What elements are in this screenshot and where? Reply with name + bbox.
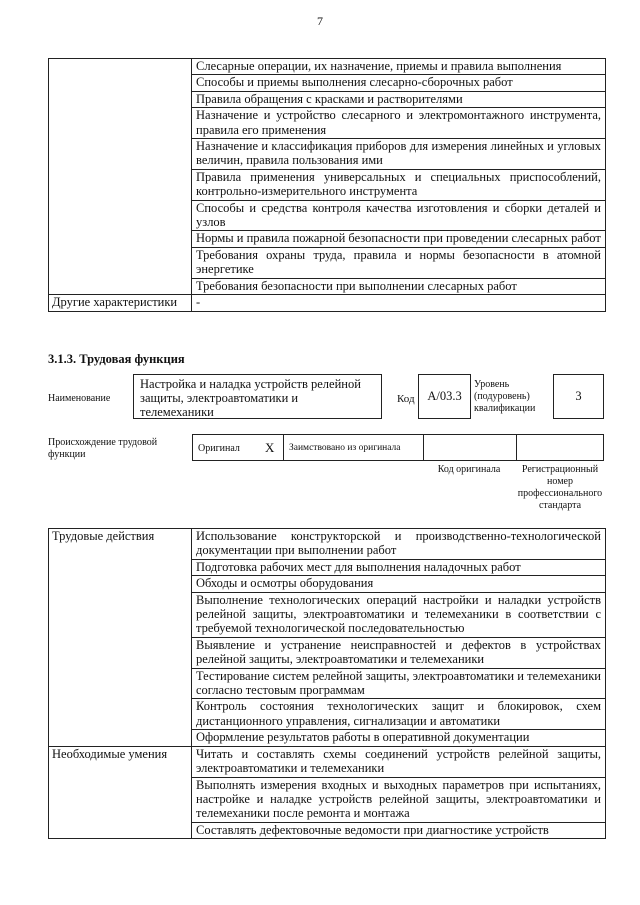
knowledge-item: Слесарные операции, их назначение, приемы и правила выполнения (192, 59, 605, 75)
knowledge-label-cell (49, 59, 192, 295)
knowledge-item: Нормы и правила пожарной безопасности при проведении слесарных работ (192, 231, 605, 247)
reg-number-label: Регистрационный номер профессионального стандарта (517, 464, 603, 511)
skill-item: Выполнять измерения входных и выходных параметров при испытаниях, настройке и наладке устройств релейной защиты, электроавтоматики и телемеханики после ремонта и монтажа (192, 778, 605, 823)
other-characteristics-cell (192, 295, 606, 311)
other-characteristics-label: Другие характеристики (49, 295, 192, 311)
function-name-box: Настройка и наладка устройств релейной защиты, электроавтоматики и телемеханики (133, 374, 382, 419)
origin-divider (516, 435, 517, 460)
other-characteristics-value: - (196, 295, 201, 310)
skills-cell (192, 746, 606, 838)
labor-action-item: Оформление результатов работы в оперативной документации (196, 730, 530, 745)
level-label: Уровень (подуровень) квалификации (474, 379, 536, 414)
code-original-label: Код оригинала (437, 464, 501, 475)
knowledge-item: Назначение и устройство слесарного и электромонтажного инструмента, правила его применения (192, 108, 605, 139)
skill-item: Составлять дефектовочные ведомости при диагностике устройств (196, 822, 549, 837)
knowledge-item: Требования безопасности при выполнении слесарных работ (196, 278, 517, 293)
labor-actions-label: Трудовые действия (49, 529, 192, 747)
knowledge-item: Требования охраны труда, правила и нормы безопасности в атомной энергетике (192, 248, 605, 279)
skills-label: Необходимые умения (49, 746, 192, 838)
code-label: Код (397, 393, 415, 405)
name-label: Наименование (48, 393, 111, 404)
original-label: Оригинал (198, 443, 240, 454)
labor-function-table (48, 528, 606, 839)
labor-action-item: Контроль состояния технологических защит и блокировок, схем дистанционного управления, сигнализации и автоматики (192, 699, 605, 730)
knowledge-item: Способы и приемы выполнения слесарно-сборочных работ (192, 75, 605, 91)
origin-row (192, 434, 604, 461)
section-title: 3.1.3. Трудовая функция (48, 352, 185, 366)
labor-action-item: Выявление и устранение неисправностей и дефектов в устройствах релейной защиты, электроавтоматики и телемеханики (192, 638, 605, 669)
origin-divider (283, 435, 284, 460)
knowledge-item: Способы и средства контроля качества изготовления и сборки деталей и узлов (192, 201, 605, 232)
page-number: 7 (317, 14, 323, 28)
knowledge-item: Правила применения универсальных и специальных приспособлений, контрольно-измерительного инструмента (192, 170, 605, 201)
labor-action-item: Обходы и осмотры оборудования (192, 576, 605, 592)
code-box (418, 374, 471, 419)
knowledge-item: Правила обращения с красками и растворителями (192, 92, 605, 108)
labor-action-item: Тестирование систем релейной защиты, электроавтоматики и телемеханики согласно тестовым программам (192, 669, 605, 700)
labor-actions-cell (192, 529, 606, 747)
labor-action-item: Выполнение технологических операций настройки и наладки устройств релейной защиты, электроавтоматики и телемеханики в соответствии с требуемой технологической последовательностью (192, 593, 605, 638)
borrowed-label: Заимствовано из оригинала (289, 443, 401, 453)
origin-divider (423, 435, 424, 460)
skill-item: Читать и составлять схемы соединений устройств релейной защиты, электроавтоматики и телемеханики (192, 747, 605, 778)
knowledge-table (48, 58, 606, 312)
knowledge-item: Назначение и классификация приборов для измерения линейных и угловых величин, правила пользования ими (192, 139, 605, 170)
level-box (553, 374, 604, 419)
level-value: 3 (575, 389, 582, 403)
original-mark: X (265, 440, 275, 455)
origin-label: Происхождение трудовой функции (48, 437, 158, 460)
code-value: А/03.3 (427, 389, 462, 403)
labor-action-item: Подготовка рабочих мест для выполнения наладочных работ (192, 560, 605, 576)
knowledge-items-cell (192, 59, 606, 295)
labor-action-item: Использование конструкторской и производственно-технологической документации при выполнении работ (192, 529, 605, 560)
